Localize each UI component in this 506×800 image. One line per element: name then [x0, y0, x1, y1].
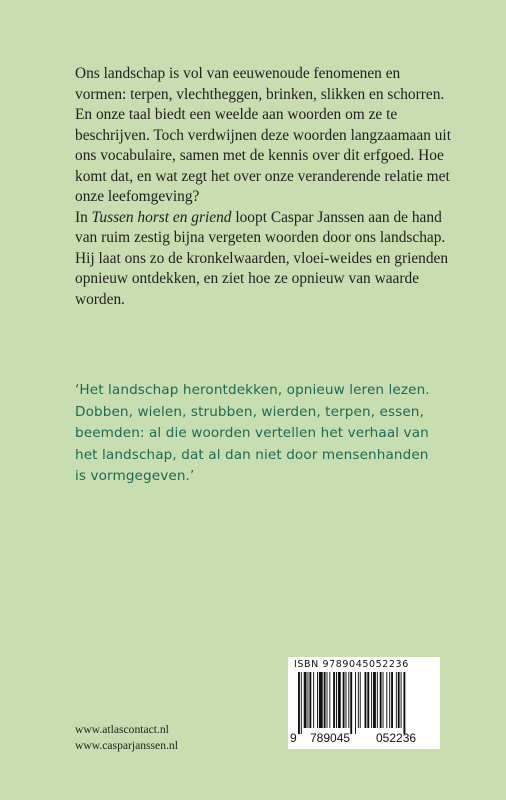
- barcode-bar: [348, 672, 349, 728]
- barcode-bar: [343, 672, 345, 728]
- barcode-bar: [338, 672, 341, 728]
- barcode-bar: [301, 672, 302, 734]
- barcode-bar: [336, 672, 337, 728]
- barcode-bar: [317, 672, 318, 728]
- barcode-bar: [304, 672, 307, 728]
- publisher-url[interactable]: www.atlascontact.nl: [75, 723, 169, 736]
- barcode-bar: [396, 672, 397, 728]
- barcode-bar: [360, 672, 361, 728]
- barcode-bar: [373, 672, 376, 728]
- blurb-suffix: loopt Caspar Janssen aan de hand van ruim zestig bijna vergeten woorden door ons landschap. Hij laat ons zo de kronkelwaarden, vloei-weides en grienden opnieuw ontdekken, en ziet hoe ze opnieuw van waarde worden.: [75, 208, 449, 308]
- barcode-bars: [298, 672, 438, 738]
- barcode-bar: [383, 672, 384, 728]
- barcode-bar: [309, 672, 311, 728]
- barcode-bar: [313, 672, 314, 728]
- isbn-barcode: [288, 657, 440, 749]
- barcode-bar: [371, 672, 372, 728]
- barcode-bar: [365, 672, 367, 728]
- barcode-bar: [319, 672, 323, 728]
- barcode-bar: [377, 672, 378, 728]
- barcode-bar: [355, 672, 356, 734]
- barcode-bar: [391, 672, 393, 728]
- isbn-label: ISBN 9789045052236: [294, 659, 409, 670]
- book-title: Tussen horst en griend: [91, 208, 232, 226]
- barcode-bar: [403, 672, 405, 734]
- barcode-bar: [389, 672, 390, 728]
- barcode-bar: [386, 672, 387, 728]
- barcode-bar: [380, 672, 382, 728]
- barcode-bar: [401, 672, 402, 728]
- barcode-bar: [398, 672, 400, 728]
- barcode-bar: [367, 672, 369, 728]
- blurb-prefix: In: [75, 208, 92, 226]
- barcode-bar: [329, 672, 330, 728]
- barcode-bar: [358, 672, 359, 728]
- barcode-bar: [298, 672, 300, 734]
- website-links: [75, 722, 178, 754]
- author-url[interactable]: www.casparjanssen.nl: [75, 739, 178, 752]
- barcode-digits-left: 789045: [310, 731, 351, 745]
- barcode-bar: [346, 672, 347, 728]
- barcode-bar: [333, 672, 335, 728]
- blurb-paragraph-1: Ons landschap is vol van eeuwenoude fenomenen en vormen: terpen, vlechtheggen, brinken, slikken en schorren. En onze taal biedt een weelde aan woorden om ze te beschrijven. Toch verdwijnen deze woorden langzaamaan uit ons vocabulaire, samen met de kennis over dit erfgoed. Hoe komt dat, en wat zegt het over onze veranderende relatie met onze leefomgeving?: [75, 65, 451, 205]
- quote-text: ‘Het landschap herontdekken, opnieuw leren lezen. Dobben, wielen, strubben, wierden, terpen, essen, beemden: al die woorden vertellen het verhaal van het landschap, dat al dan niet door mensenhanden is vormgegeven.’: [75, 382, 430, 484]
- barcode-digit-first: 9: [290, 731, 297, 745]
- barcode-digits-right: 052236: [376, 731, 417, 745]
- barcode-bar: [308, 672, 309, 728]
- barcode-bar: [327, 672, 328, 728]
- barcode-bar: [324, 672, 326, 728]
- barcode-bar: [350, 672, 352, 734]
- blurb-text: [75, 64, 455, 310]
- blurb-paragraph-2: [75, 208, 455, 311]
